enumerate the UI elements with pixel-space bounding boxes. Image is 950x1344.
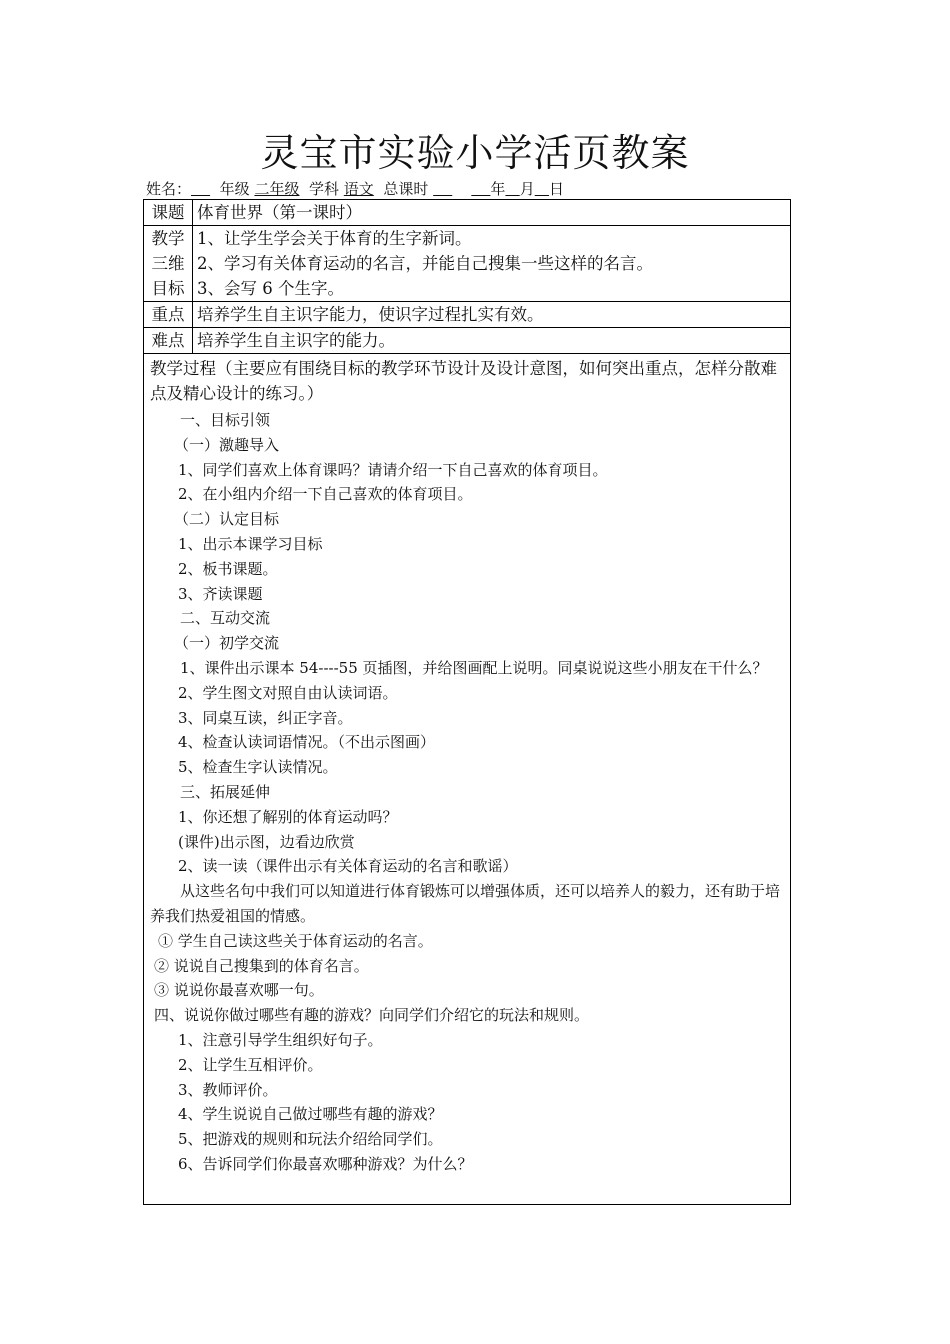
year-label: 年 <box>490 180 506 198</box>
month-blank <box>505 180 519 198</box>
process-cell <box>144 354 791 1205</box>
hours-label: 总课时 <box>383 180 429 198</box>
lesson-plan-table <box>143 199 791 1205</box>
subsection-heading: （一）初学交流 <box>174 634 280 653</box>
goals-label-line: 目标 <box>151 279 185 298</box>
process-step: 2、学生图文对照自由认读词语。 <box>178 683 398 702</box>
goals-label-line: 教学 <box>151 229 185 248</box>
process-step: 6、告诉同学们你最喜欢哪种游戏？为什么？ <box>178 1154 473 1173</box>
process-heading: 教学过程（主要应有围绕目标的教学环节设计及设计意图，如何突出重点，怎样分散难点及精心设计的练习。） <box>150 359 777 403</box>
key-row <box>144 302 791 328</box>
process-step: 3、教师评价。 <box>178 1080 278 1099</box>
grade-label: 年级 <box>219 180 250 198</box>
process-step: 3、同桌互读，纠正字音。 <box>178 708 353 727</box>
subject-value: 语文 <box>343 180 374 198</box>
process-step: 1、出示本课学习目标 <box>178 534 323 553</box>
section-heading: 四、说说你做过哪些有趣的游戏？向同学们介绍它的玩法和规则。 <box>154 1006 590 1025</box>
process-row <box>144 354 791 1205</box>
process-step: 2、在小组内介绍一下自己喜欢的体育项目。 <box>178 485 473 504</box>
topic-label: 课题 <box>144 200 193 226</box>
month-label: 月 <box>519 180 535 198</box>
goals-row <box>144 226 791 302</box>
process-step: 1、课件出示课本 54----55 页插图，并给图画配上说明。同桌说说这些小朋友在干什么？ <box>180 658 768 677</box>
process-step: ② 说说自己搜集到的体育名言。 <box>154 956 369 975</box>
process-step: 5、检查生字认读情况。 <box>178 758 338 777</box>
process-step: 2、让学生互相评价。 <box>178 1055 323 1074</box>
name-blank <box>191 180 210 198</box>
process-step: ① 学生自己读这些关于体育运动的名言。 <box>158 931 433 950</box>
key-label: 重点 <box>144 302 193 328</box>
topic-row <box>144 200 791 226</box>
process-step: (课件)出示图，边看边欣赏 <box>178 832 355 851</box>
subject-label: 学科 <box>309 180 340 198</box>
goals-label-line: 三维 <box>151 254 185 273</box>
grade-value: 二年级 <box>254 180 300 198</box>
goal-item: 3、会写 6 个生字。 <box>197 279 344 298</box>
subsection-heading: （一）激趣导入 <box>174 435 280 454</box>
hours-blank <box>433 180 452 198</box>
name-label: 姓名： <box>146 180 192 198</box>
process-paragraph: 从这些名句中我们可以知道进行体育锻炼可以增强体质，还可以培养人的毅力，还有助于培养我们热爱祖国的情感。 <box>150 882 781 925</box>
goals-list <box>193 226 791 302</box>
section-heading: 三、拓展延伸 <box>180 782 271 801</box>
year-blank <box>471 180 490 198</box>
difficulty-label: 难点 <box>144 328 193 354</box>
subsection-heading: （二）认定目标 <box>174 510 280 529</box>
day-blank <box>535 180 549 198</box>
goals-label <box>144 226 193 302</box>
process-step: 2、板书课题。 <box>178 559 278 578</box>
page-title: 灵宝市实验小学活页教案 <box>260 131 690 175</box>
process-step: 3、齐读课题 <box>178 584 263 603</box>
process-step: 1、注意引导学生组织好句子。 <box>178 1030 383 1049</box>
process-step: 1、你还想了解别的体育运动吗？ <box>178 807 398 826</box>
process-step: ③ 说说你最喜欢哪一句。 <box>154 981 324 1000</box>
key-value: 培养学生自主识字能力，使识字过程扎实有效。 <box>193 302 791 328</box>
goal-item: 1、让学生学会关于体育的生字新词。 <box>197 229 472 248</box>
day-label: 日 <box>549 180 565 198</box>
difficulty-value: 培养学生自主识字的能力。 <box>193 328 791 354</box>
header-meta <box>146 178 564 199</box>
process-step: 1、同学们喜欢上体育课吗？请请介绍一下自己喜欢的体育项目。 <box>178 460 608 479</box>
process-step: 2、读一读（课件出示有关体育运动的名言和歌谣） <box>178 857 518 876</box>
process-step: 4、学生说说自己做过哪些有趣的游戏？ <box>178 1105 443 1124</box>
goal-item: 2、学习有关体育运动的名言，并能自己搜集一些这样的名言。 <box>197 254 653 273</box>
process-step: 4、检查认读词语情况。（不出示图画） <box>178 733 436 752</box>
section-heading: 一、目标引领 <box>180 411 271 429</box>
topic-value: 体育世界（第一课时） <box>193 200 791 226</box>
process-step: 5、把游戏的规则和玩法介绍给同学们。 <box>178 1130 443 1149</box>
section-heading: 二、互动交流 <box>180 609 271 628</box>
difficulty-row <box>144 328 791 354</box>
